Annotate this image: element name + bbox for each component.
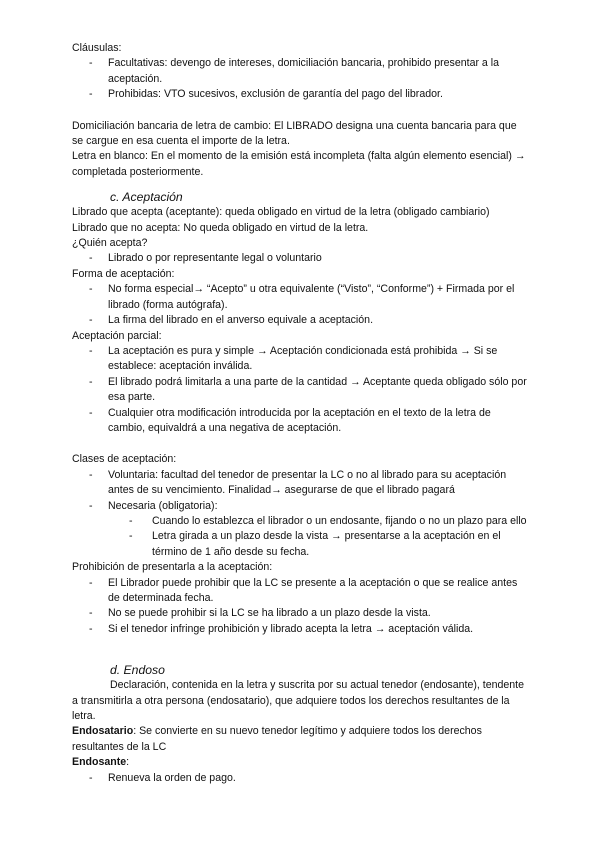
- domiciliacion-paragraph: Domiciliación bancaria de letra de cambio: El LIBRADO designa una cuenta bancaria para que se cargue en esa cuenta el importe de la letra.: [72, 119, 517, 148]
- endosante-paragraph: [72, 755, 530, 770]
- list-item: - Si el tenedor infringe prohibición y librado acepta la letra → aceptación válida.: [72, 622, 530, 637]
- forma-aceptacion-heading: Forma de aceptación:: [72, 267, 175, 280]
- necesaria-sublist: [72, 514, 530, 560]
- letra-blanco-paragraph: Letra en blanco: En el momento de la emisión está incompleta (falta algún elemento esencial) → completada posteriormente.: [72, 150, 526, 178]
- endosante-label: Endosante: [72, 756, 127, 769]
- list-item: - El librado podrá limitarla a una parte de la cantidad → Aceptante queda obligado sólo por esa parte.: [72, 375, 530, 406]
- endoso-definicion: Declaración, contenida en la letra y suscrita por su actual tenedor (endosante), tendente a transmitirla a otra persona (endosatario), que adquiere todos los derechos resultantes de la letra.: [72, 679, 524, 723]
- section-title-endoso: d. Endoso: [110, 663, 165, 678]
- forma-aceptacion-list: [72, 282, 530, 328]
- list-item: [72, 499, 530, 514]
- prohibicion-list: [72, 576, 530, 638]
- endosatario-label: Endosatario: [72, 725, 134, 738]
- clausulas-list: [72, 56, 530, 102]
- list-item: - Letra girada a un plazo desde la vista → presentarse a la aceptación en el término de 1 año desde su fecha.: [108, 529, 530, 560]
- list-item: - Renueva la orden de pago.: [72, 771, 530, 786]
- section-title-aceptacion: c. Aceptación: [110, 190, 183, 205]
- librado-acepta-text: Librado que acepta (aceptante): queda obligado en virtud de la letra (obligado cambiario): [72, 206, 490, 219]
- list-item: - No se puede prohibir si la LC se ha librado a un plazo desde la vista.: [72, 606, 530, 621]
- clases-aceptacion-list: [72, 468, 530, 514]
- list-item: - Facultativas: devengo de intereses, domiciliación bancaria, prohibido presentar a la aceptación.: [72, 56, 530, 87]
- prohibicion-heading: Prohibición de presentarla a la aceptación:: [72, 561, 273, 574]
- list-item: - No forma especial→ “Acepto” u otra equivalente (“Visto”, “Conforme”) + Firmada por el librado (forma autógrafa).: [72, 282, 530, 313]
- aceptacion-parcial-list: [72, 344, 530, 436]
- aceptacion-parcial-heading: Aceptación parcial:: [72, 329, 162, 342]
- quien-acepta-heading: ¿Quién acepta?: [72, 237, 148, 250]
- list-item: - Cuando lo establezca el librador o un endosante, fijando o no un plazo para ello: [108, 514, 530, 529]
- endosatario-text: : Se convierte en su nuevo tenedor legítimo y adquiere todos los derechos resultantes de la LC: [72, 725, 482, 753]
- librado-no-acepta-text: Librado que no acepta: No queda obligado en virtud de la letra.: [72, 221, 369, 234]
- endosante-list: [72, 771, 530, 786]
- list-item: - Cualquier otra modificación introducida por la aceptación en el texto de la letra de cambio, equivaldrá a una negativa de aceptación.: [72, 406, 530, 437]
- endosante-colon: :: [126, 756, 130, 769]
- clausulas-heading: Cláusulas:: [72, 42, 122, 54]
- list-item: - Librado o por representante legal o voluntario: [72, 251, 530, 266]
- quien-acepta-list: [72, 251, 530, 266]
- endosatario-paragraph: [72, 724, 530, 755]
- list-item: - El Librador puede prohibir que la LC se presente a la aceptación o que se realice antes de determinada fecha.: [72, 576, 530, 607]
- list-item: - La aceptación es pura y simple → Aceptación condicionada está prohibida → Si se establece: aceptación inválida.: [72, 344, 530, 375]
- list-item: - Prohibidas: VTO sucesivos, exclusión de garantía del pago del librador.: [72, 87, 530, 102]
- clases-aceptacion-heading: Clases de aceptación:: [72, 453, 177, 466]
- list-item: - La firma del librado en el anverso equivale a aceptación.: [72, 313, 530, 328]
- necesaria-label: Necesaria (obligatoria):: [108, 499, 218, 512]
- list-item: - Voluntaria: facultad del tenedor de presentar la LC o no al librado para su aceptación antes de su vencimiento. Finalidad→ asegurarse de que el librado pagará: [72, 468, 530, 499]
